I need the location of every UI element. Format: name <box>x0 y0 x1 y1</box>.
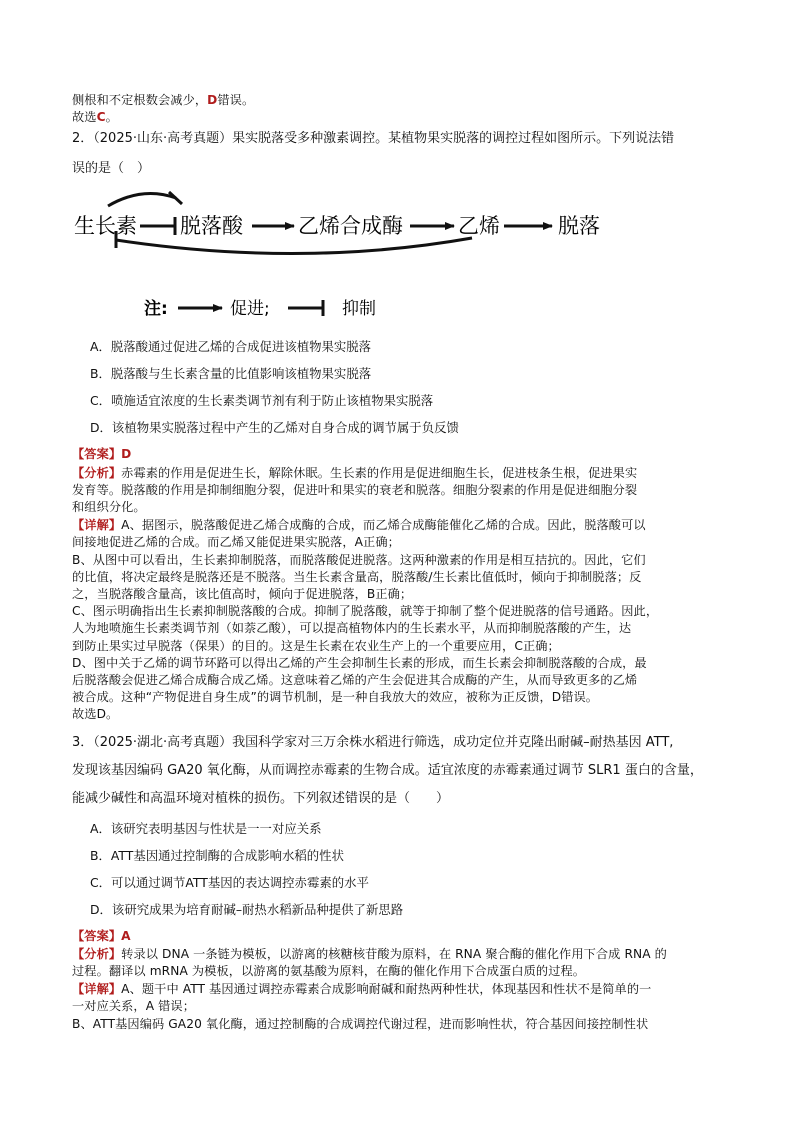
detail-tag: 【详解】 <box>72 518 122 533</box>
detail-line-d: 被合成。这种“产物促进自身生成”的调节机制，是一种自我放大的效应，被称为正反馈，D错误。 <box>72 690 599 705</box>
detail-line-b: 的比值，将决定最终是脱落还是不脱落。当生长素含量高，脱落酸/生长素比值低时，倾向于抑制脱落；反 <box>72 569 642 584</box>
answer-value: A <box>121 928 131 943</box>
question-3-option-b[interactable]: B．ATT基因通过控制酶的合成影响水稻的性状 <box>90 847 344 863</box>
detail-line: A、题干中 ATT 基因通过调控赤霉素合成影响耐碱和耐热两种性状，体现基因和性状不是简单的一 <box>121 982 652 997</box>
answer-tag: 【答案】 <box>72 447 122 462</box>
question-2-detail <box>72 517 722 723</box>
detail-line-a: A、据图示，脱落酸促进乙烯合成酶的合成，而乙烯合成酶能催化乙烯的合成。因此，脱落酸可以 <box>121 518 646 533</box>
prev-detail-text: 侧根和不定根数会减少， <box>72 93 208 107</box>
prev-conclusion <box>72 109 722 126</box>
question-3-detail <box>72 981 722 1033</box>
question-2-answer <box>72 446 722 463</box>
node-auxin: 生长素 <box>74 214 137 239</box>
document-page <box>72 92 722 1033</box>
analysis-tag: 【分析】 <box>72 946 122 961</box>
question-2-stem-line-1: 果实脱落受多种激素调控。某植物果实脱落的调控过程如图所示。下列说法错 <box>232 131 675 147</box>
detail-line: B、ATT基因编码 GA20 氧化酶，通过控制酶的合成调控代谢过程，进而影响性状，符合基因间接控制性状 <box>72 1016 649 1031</box>
prev-option-letter: D <box>207 93 218 107</box>
question-2-stem <box>72 128 722 180</box>
prev-conclusion-choice: C <box>96 110 106 125</box>
detail-line-d: 后脱落酸会促进乙烯合成酶合成乙烯。这意味着乙烯的产生会促进其合成酶的产生，从而导致更多的乙烯 <box>72 673 638 688</box>
analysis-tag: 【分析】 <box>72 465 122 480</box>
question-3-option-c[interactable]: C．可以通过调节ATT基因的表达调控赤霉素的水平 <box>90 874 369 890</box>
detail-line-b: 之，当脱落酸含量高，该比值高时，倾向于促进脱落，B正确； <box>72 587 413 602</box>
prev-detail-tail: 错误。 <box>217 93 255 107</box>
analysis-line: 过程。翻译以 mRNA 为模板，以游离的氨基酸为原料，在酶的催化作用下合成蛋白质的过程。 <box>72 964 586 979</box>
analysis-line: 转录以 DNA 一条链为模板，以游离的核糖核苷酸为原料，在 RNA 聚合酶的催化作用下合成 RNA 的 <box>121 946 667 961</box>
legend-promote-label: 促进; <box>230 299 270 320</box>
question-2-option-a[interactable]: A．脱落酸通过促进乙烯的合成促进该植物果实脱落 <box>90 339 372 355</box>
question-2-number: 2．（2025·山东·高考真题） <box>72 131 233 147</box>
legend-inhibit-label: 抑制 <box>342 299 376 320</box>
node-abscisic-acid: 脱落酸 <box>180 214 243 239</box>
analysis-line: 赤霉素的作用是促进生长，解除休眠。生长素的作用是促进细胞生长，促进枝条生根，促进果实 <box>121 465 638 480</box>
detail-line-b: B、从图中可以看出，生长素抑制脱落，而脱落酸促进脱落。这两种激素的作用是相互拮抗的。因此，它们 <box>72 552 646 567</box>
detail-line-c: 人为地喷施生长素类调节剂（如萘乙酸），可以提高植物体内的生长素水平，从而抑制脱落酸的产生，达 <box>72 621 632 636</box>
detail-line-a: 间接地促进乙烯的合成。而乙烯又能促进果实脱落，A正确； <box>72 535 400 550</box>
question-2-options <box>72 338 722 437</box>
question-2-analysis <box>72 465 722 517</box>
question-3-option-d[interactable]: D．该研究成果为培育耐碱–耐热水稻新品种提供了新思路 <box>90 901 404 917</box>
question-2-option-d[interactable]: D．该植物果实脱落过程中产生的乙烯对自身合成的调节属于负反馈 <box>90 420 459 436</box>
answer-value: D <box>121 447 132 462</box>
analysis-line: 发育等。脱落酸的作用是抑制细胞分裂，促进叶和果实的衰老和脱落。细胞分裂素的作用是促进细胞分裂 <box>72 482 638 497</box>
question-3-stem-line: 能减少碱性和高温环境对植株的损伤。下列叙述错误的是（ ） <box>72 790 450 806</box>
regulation-diagram-svg <box>72 186 632 326</box>
analysis-line: 和组织分化。 <box>72 500 146 515</box>
inhibit-curve-top <box>108 194 176 207</box>
detail-line-c: 到防止果实过早脱落（保果）的目的。这是生长素在农业生产上的一个重要应用，C正确； <box>72 638 560 653</box>
detail-tag: 【详解】 <box>72 982 122 997</box>
question-3-answer <box>72 928 722 945</box>
question-2-option-c[interactable]: C．喷施适宜浓度的生长素类调节剂有利于防止该植物果实脱落 <box>90 393 434 409</box>
prev-detail-line <box>72 92 722 109</box>
inhibit-ethylene-to-auxin <box>116 238 472 254</box>
node-ethylene-synthase: 乙烯合成酶 <box>298 214 403 239</box>
question-2-conclusion: 故选D。 <box>72 707 119 722</box>
prev-conclusion-suffix: 。 <box>105 110 118 125</box>
question-3-stem-line: 3．（2025·湖北·高考真题）我国科学家对三万余株水稻进行筛选，成功定位并克隆出耐碱–耐热基因 ATT, <box>72 734 674 750</box>
question-3-analysis <box>72 946 722 980</box>
question-3-stem <box>72 732 722 810</box>
prev-conclusion-prefix: 故选 <box>72 110 97 125</box>
question-3-stem-line: 发现该基因编码 GA20 氧化酶，从而调控赤霉素的生物合成。适宜浓度的赤霉素通过调节 SLR1 蛋白的含量， <box>72 762 703 778</box>
question-2-option-b[interactable]: B．脱落酸与生长素含量的比值影响该植物果实脱落 <box>90 366 372 382</box>
question-2-stem-line-2: 误的是（ ） <box>72 161 151 177</box>
detail-line: 一对应关系，A 错误； <box>72 999 195 1014</box>
node-ethylene: 乙烯 <box>458 214 500 239</box>
node-abscission: 脱落 <box>558 214 600 239</box>
question-3-options <box>72 820 722 919</box>
legend-note: 注: <box>144 299 168 320</box>
detail-line-c: C、图示明确指出生长素抑制脱落酸的合成。抑制了脱落酸，就等于抑制了整个促进脱落的信号通路。因此， <box>72 604 659 619</box>
regulation-diagram <box>72 186 632 326</box>
detail-line-d: D、图中关于乙烯的调节环路可以得出乙烯的产生会抑制生长素的形成，而生长素会抑制脱落酸的合成，最 <box>72 655 647 670</box>
inhibit-bar-top <box>169 192 182 204</box>
answer-tag: 【答案】 <box>72 928 122 943</box>
question-3-option-a[interactable]: A．该研究表明基因与性状是一一对应关系 <box>90 820 322 836</box>
